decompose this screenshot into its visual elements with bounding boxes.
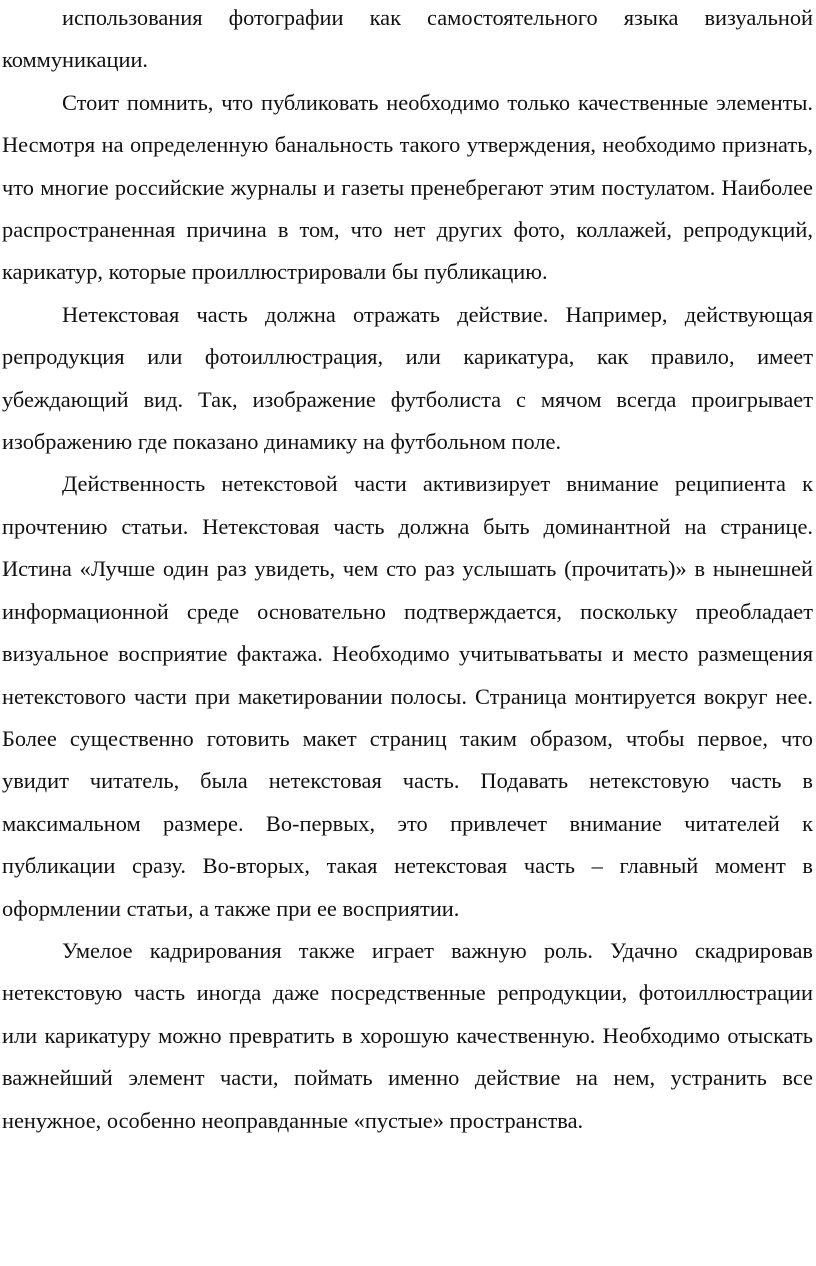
paragraph-3: Нетекстовая часть должна отражать действие. Например, действующая репродукция или фотоиллюстрация, или карикатура, как правило, имеет убеждающий вид. Так, изображение футболиста с мячом всегда проигрывает изображению где показано динамику на футбольном поле.: [2, 301, 813, 455]
paragraph-5: Умелое кадрирования также играет важную роль. Удачно скадрировав нетекстовую часть иногда даже посредственные репродукции, фотоиллюстрации или карикатуру можно превратить в хорошую качественную. Необходимо отыскать важнейший элемент части, поймать именно действие на нем, устранить все ненужное, особенно неоправданные «пустые» пространства.: [2, 937, 813, 1133]
paragraph-4: Действенность нетекстовой части активизирует внимание реципиента к прочтению статьи. Нетекстовая часть должна быть доминантной на странице. Истина «Лучше один раз увидеть, чем сто раз услышать (прочитать)» в нынешней информационной среде основательно подтверждается, поскольку преобладает визуальное восприятие фактажа. Необходимо учитыватьваты и место размещения нетекстового части при макетировании полосы. Страница монтируется вокруг нее. Более существенно готовить макет страниц таким образом, чтобы первое, что увидит читатель, была нетекстовая часть. Подавать нетекстовую часть в максимальном размере. Во-первых, это привлечет внимание читателей к публикации сразу. Во-вторых, такая нетекстовая часть – главный момент в оформлении статьи, а также при ее восприятии.: [2, 471, 813, 921]
paragraph-1: использования фотографии как самостоятельного языка визуальной коммуникации.: [2, 5, 813, 73]
paragraph-2: Стоит помнить, что публиковать необходимо только качественные элементы. Несмотря на определенную банальность такого утверждения, необходимо признать, что многие российские журналы и газеты пренебрегают этим постулатом. Наиболее распространенная причина в том, что нет других фото, коллажей, репродукций, карикатур, которые проиллюстрировали бы публикацию.: [2, 89, 813, 285]
